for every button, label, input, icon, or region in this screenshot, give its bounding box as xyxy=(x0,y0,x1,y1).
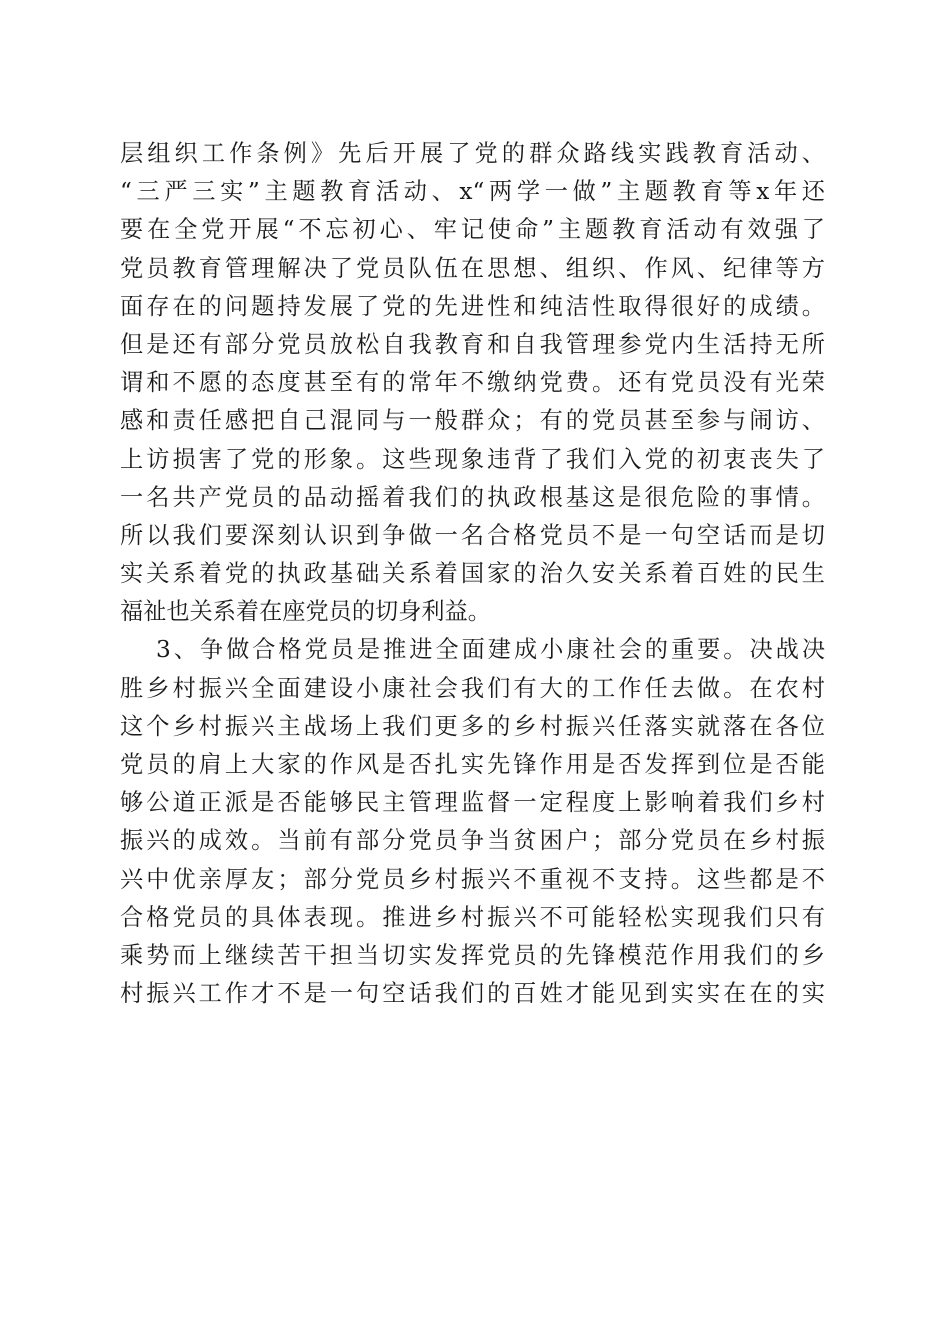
text-line: 上访损害了党的形象。这些现象违背了我们入党的初衷丧失了 xyxy=(120,445,825,473)
text-line: 够公道正派是否能够民主管理监督一定程度上影响着我们乡村 xyxy=(120,789,825,817)
text-line: 村振兴工作才不是一句空话我们的百姓才能见到实实在在的实 xyxy=(120,980,825,1008)
text-line: 振兴的成效。当前有部分党员争当贫困户；部分党员在乡村振 xyxy=(120,827,825,855)
document-body xyxy=(120,135,825,1013)
text-line: 要在全党开展“不忘初心、牢记使命”主题教育活动有效强了 xyxy=(120,216,825,244)
text-line: 谓和不愿的态度甚至有的常年不缴纳党费。还有党员没有光荣 xyxy=(120,369,825,397)
text-line: 兴中优亲厚友；部分党员乡村振兴不重视不支持。这些都是不 xyxy=(120,865,825,893)
text-line: 实关系着党的执政基础关系着国家的治久安关系着百姓的民生 xyxy=(120,560,825,588)
text-line: 乘势而上继续苦干担当切实发挥党员的先锋模范作用我们的乡 xyxy=(120,941,825,969)
paragraph-start-line: 3、争做合格党员是推进全面建成小康社会的重要。决战决 xyxy=(156,636,825,664)
text-line: 胜乡村振兴全面建设小康社会我们有大的工作任去做。在农村 xyxy=(120,674,825,702)
text-line: 党员教育管理解决了党员队伍在思想、组织、作风、纪律等方 xyxy=(120,254,825,282)
text-line: 合格党员的具体表现。推进乡村振兴不可能轻松实现我们只有 xyxy=(120,903,825,931)
paragraph-end-line: 福祉也关系着在座党员的切身利益。 xyxy=(120,598,491,626)
text-line: 感和责任感把自己混同与一般群众；有的党员甚至参与闹访、 xyxy=(120,407,825,435)
text-line: 面存在的问题持发展了党的先进性和纯洁性取得很好的成绩。 xyxy=(120,292,825,320)
text-line: 但是还有部分党员放松自我教育和自我管理参党内生活持无所 xyxy=(120,330,825,358)
text-line: 党员的肩上大家的作风是否扎实先锋作用是否发挥到位是否能 xyxy=(120,751,825,778)
text-line: 层组织工作条例》先后开展了党的群众路线实践教育活动、 xyxy=(120,140,825,167)
text-line: 所以我们要深刻认识到争做一名合格党员不是一句空话而是切 xyxy=(120,521,825,549)
text-line: 一名共产党员的品动摇着我们的执政根基这是很危险的事情。 xyxy=(120,483,825,511)
text-line: “三严三实”主题教育活动、x“两学一做”主题教育等x年还 xyxy=(120,178,825,206)
text-line: 这个乡村振兴主战场上我们更多的乡村振兴任落实就落在各位 xyxy=(120,712,825,740)
